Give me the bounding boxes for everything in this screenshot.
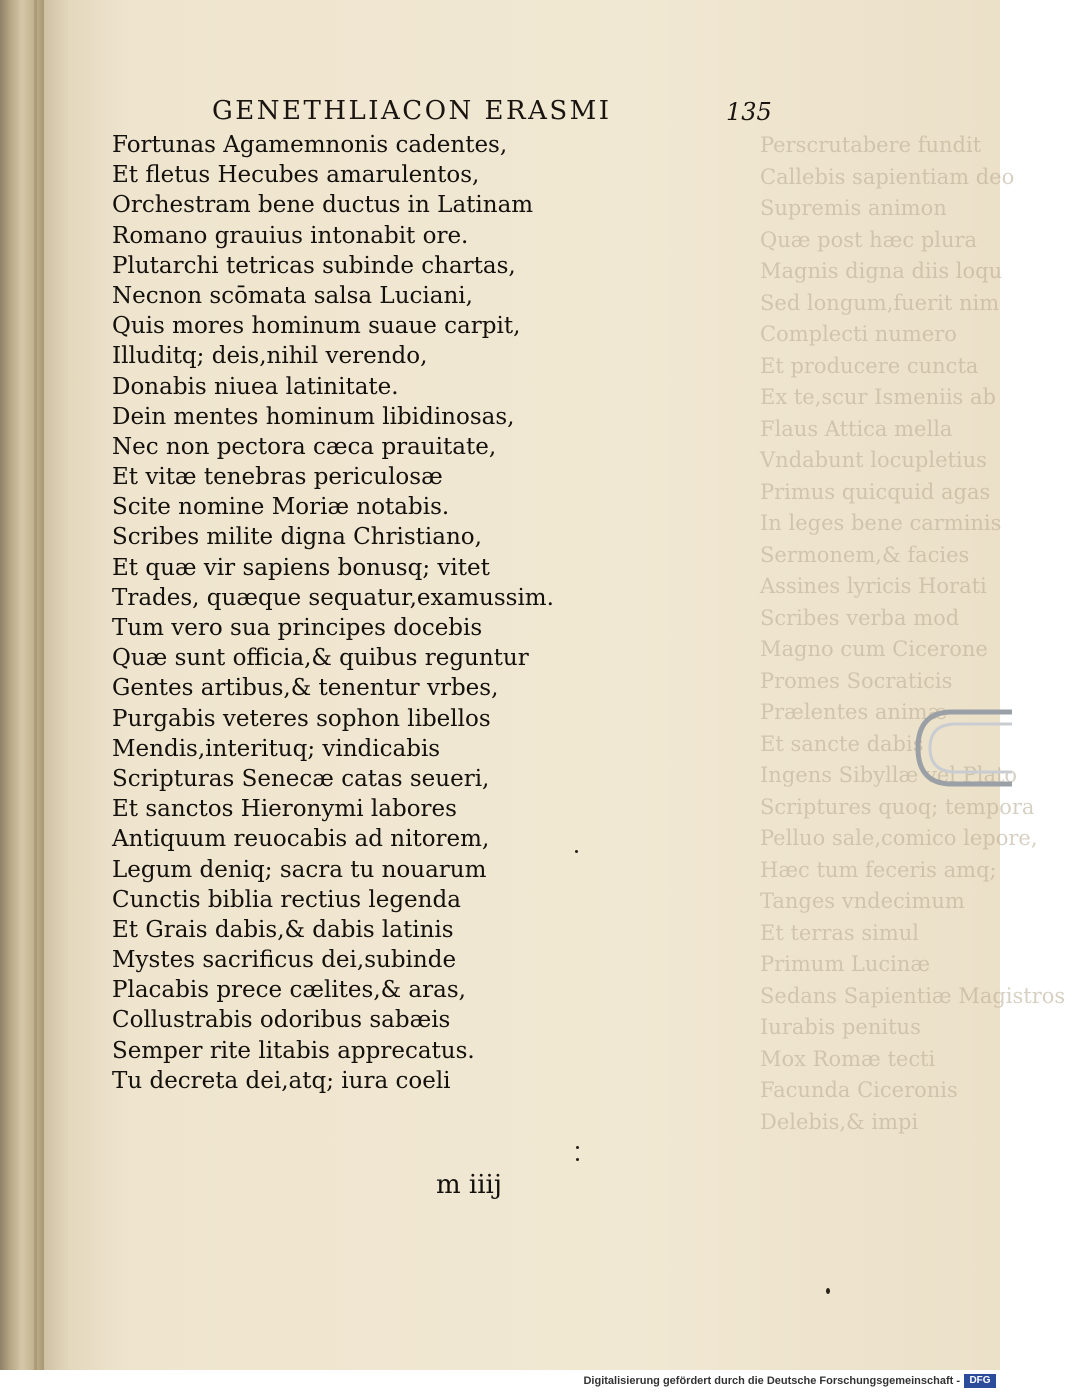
verse-line: Collustrabis odoribus sabæis bbox=[112, 1007, 451, 1034]
verse-line: Gentes artibus,& tenentur vrbes, bbox=[112, 675, 499, 702]
bleed-through-line: Facunda Ciceronis bbox=[760, 1078, 958, 1102]
bleed-through-line: Vndabunt locupletius bbox=[760, 448, 987, 472]
verse-line: Orchestram bene ductus in Latinam bbox=[112, 192, 534, 219]
bleed-through-line: Tanges vndecimum bbox=[760, 889, 965, 913]
bleed-through-line: In leges bene carminis bbox=[760, 511, 1002, 535]
bleed-through-line: Delebis,& impi bbox=[760, 1109, 919, 1134]
verse-line: Quæ sunt officia,& quibus reguntur bbox=[112, 645, 529, 672]
bleed-through-line: Pelluo sale,comico lepore, bbox=[760, 826, 1038, 850]
bleed-through-line: Iurabis penitus bbox=[760, 1015, 921, 1039]
verse-line: Antiquum reuocabis ad nitorem, bbox=[112, 826, 490, 853]
bleed-through-line: Ingens Sibyllæ vel Plato bbox=[760, 763, 1018, 787]
verse-line: Et quæ vir sapiens bonusq; vitet bbox=[112, 554, 490, 581]
ink-speck bbox=[576, 1158, 579, 1161]
verse-line: Quis mores hominum suaue carpit, bbox=[112, 313, 521, 340]
running-title: GENETHLIACON ERASMI bbox=[212, 96, 612, 126]
verse-line: Fortunas Agamemnonis cadentes, bbox=[112, 132, 508, 158]
verse-line: Scite nomine Moriæ notabis. bbox=[112, 494, 450, 521]
bleed-through-text bbox=[760, 130, 1065, 1180]
verse-block bbox=[112, 130, 582, 1096]
bleed-through-line: Sermonem,& facies bbox=[760, 542, 970, 567]
bleed-through-line: Mox Romæ tecti bbox=[760, 1046, 936, 1071]
footer-bar bbox=[0, 1370, 1000, 1393]
book-spine bbox=[0, 0, 44, 1370]
verse-line: Mendis,interituq; vindicabis bbox=[112, 735, 441, 762]
verse-line: Et sanctos Hieronymi labores bbox=[112, 796, 457, 823]
verse-line: Plutarchi tetricas subinde chartas, bbox=[112, 252, 516, 279]
bleed-through-line: Ex te,scur Ismeniis ab bbox=[760, 385, 996, 409]
ink-speck bbox=[826, 1288, 830, 1294]
bleed-through-line: Magnis digna diis loqu bbox=[760, 259, 1003, 283]
bleed-through-line: Sedans Sapientiæ Magistros bbox=[760, 983, 1065, 1008]
verse-line: Romano grauius intonabit ore. bbox=[112, 222, 469, 249]
folio-number: 135 bbox=[726, 98, 772, 126]
ink-speck bbox=[575, 850, 578, 853]
paper-clip-icon bbox=[912, 708, 1012, 788]
verse-line: Illuditq; deis,nihil verendo, bbox=[112, 343, 428, 370]
bleed-through-line: Supremis animon bbox=[760, 196, 947, 220]
footer-credit: Digitalisierung gefördert durch die Deutsche Forschungsgemeinschaft - bbox=[583, 1375, 960, 1387]
verse-line: Semper rite litabis apprecatus. bbox=[112, 1037, 475, 1064]
bleed-through-line: Quæ post hæc plura bbox=[760, 227, 978, 252]
verse-line: Cunctis biblia rectius legenda bbox=[112, 886, 461, 913]
spine-edge bbox=[34, 0, 37, 1370]
verse-line: Tum vero sua principes docebis bbox=[112, 615, 483, 641]
verse-line: Tu decreta dei,atq; iura coeli bbox=[112, 1067, 451, 1094]
bleed-through-line: Et terras simul bbox=[760, 920, 920, 945]
verse-line: Trades, quæque sequatur,examussim. bbox=[112, 584, 554, 611]
bleed-through-line: Primus quicquid agas bbox=[760, 479, 991, 504]
verse-line: Nec non pectora cæca prauitate, bbox=[112, 433, 497, 460]
bleed-through-line: Hæc tum feceris amq; bbox=[760, 857, 997, 882]
bleed-through-line: Primum Lucinæ bbox=[760, 952, 931, 976]
bleed-through-line: Scriptures quoq; tempora bbox=[760, 794, 1035, 819]
bleed-through-line: Perscrutabere fundit bbox=[760, 133, 982, 157]
bleed-through-line: Scribes verba mod bbox=[760, 605, 960, 630]
bleed-through-line: Callebis sapientiam deo bbox=[760, 164, 1015, 189]
verse-line: Necnon scōmata salsa Luciani, bbox=[112, 282, 473, 309]
verse-line: Et vitæ tenebras periculosæ bbox=[112, 464, 443, 491]
bleed-through-line: Flaus Attica mella bbox=[760, 416, 953, 441]
verse-line: Et fletus Hecubes amarulentos, bbox=[112, 162, 480, 189]
bleed-through-line: Assines lyricis Horati bbox=[760, 574, 987, 598]
verse-line: Scripturas Senecæ catas seueri, bbox=[112, 765, 490, 792]
ink-speck bbox=[576, 1146, 579, 1149]
signature-mark: m iiij bbox=[436, 1170, 502, 1200]
verse-line: Purgabis veteres sophon libellos bbox=[112, 705, 491, 732]
bleed-through-line: Promes Socraticis bbox=[760, 668, 953, 693]
verse-line: Scribes milite digna Christiano, bbox=[112, 524, 482, 551]
verse-line: Placabis prece cælites,& aras, bbox=[112, 977, 466, 1004]
bleed-through-line: Et sancte dabis bbox=[760, 731, 924, 756]
verse-line: Mystes sacrificus dei,subinde bbox=[112, 947, 457, 974]
verse-line: Legum deniq; sacra tu nouarum bbox=[112, 856, 487, 883]
verse-line: Donabis niuea latinitate. bbox=[112, 373, 399, 400]
bleed-through-line: Magno cum Cicerone bbox=[760, 637, 988, 661]
bleed-through-line: Sed longum,fuerit nim bbox=[760, 290, 1000, 315]
bleed-through-line: Complecti numero bbox=[760, 322, 957, 346]
bleed-through-line: Prælentes animæ bbox=[760, 700, 948, 724]
dfg-logo: DFG bbox=[964, 1374, 996, 1388]
verse-line: Dein mentes hominum libidinosas, bbox=[112, 403, 515, 430]
bleed-through-line: Et producere cuncta bbox=[760, 353, 979, 378]
verse-line: Et Grais dabis,& dabis latinis bbox=[112, 916, 454, 943]
